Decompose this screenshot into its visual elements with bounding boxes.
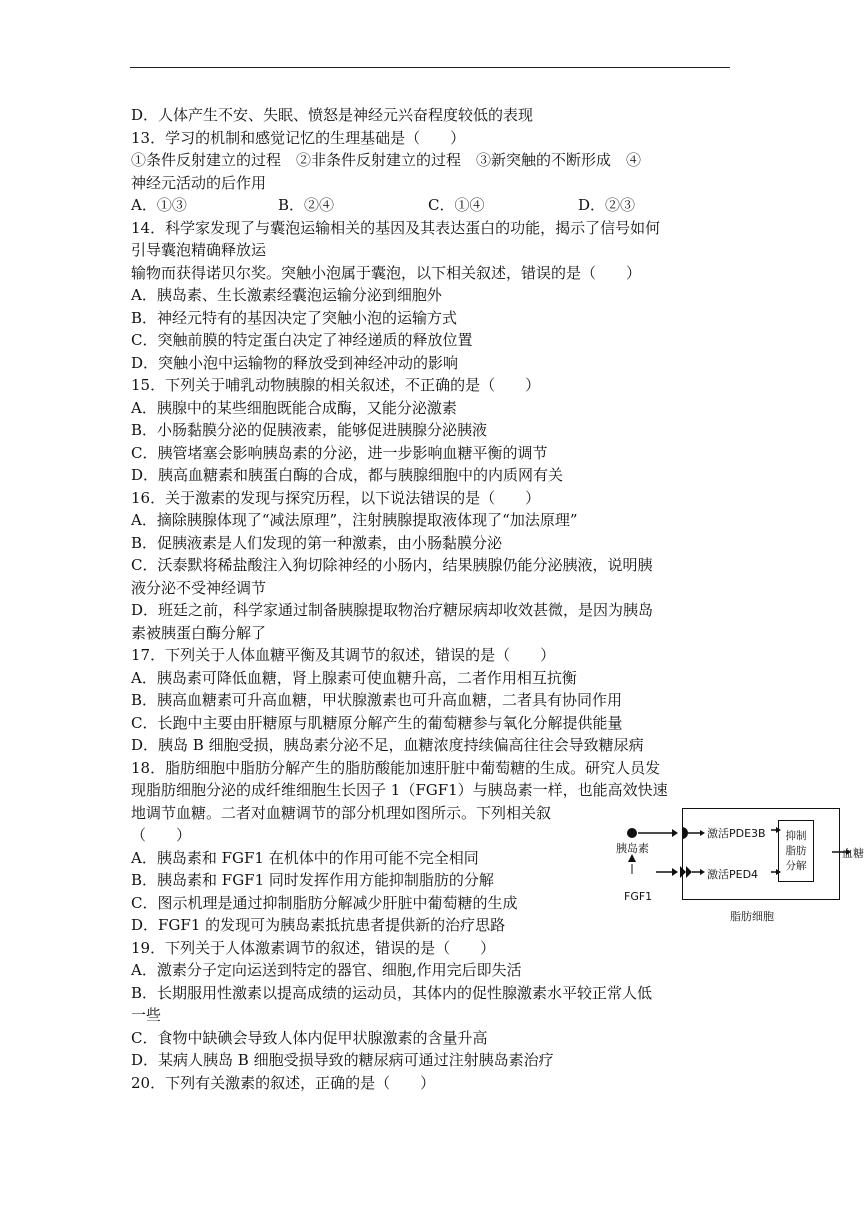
text-line: B．神经元特有的基因决定了突触小泡的运输方式 [131,308,458,327]
insulin-dot [627,828,637,838]
text-line: C．胰管堵塞会影响胰岛素的分泌，进一步影响血糖平衡的调节 [131,443,548,462]
text-line: C．食物中缺碘会导致人体内促甲状腺激素的含量升高 [131,1028,488,1047]
text-line: A．胰岛素和 FGF1 在机体中的作用可能不完全相同 [131,848,479,867]
text-line: A．胰岛素、生长激素经囊泡运输分泌到细胞外 [131,286,442,304]
text-line: D．胰岛 B 细胞受损，胰岛素分泌不足，血糖浓度持续偏高往往会导致糖尿病 [131,736,644,754]
text-line: B．胰岛素和 FGF1 同时发挥作用方能抑制脂肪的分解 [131,871,494,889]
text-line: B．小肠黏膜分泌的促胰液素，能够促进胰腺分泌胰液 [131,421,488,439]
adipocyte-box [682,808,840,900]
insulin-label: 胰岛素 [616,842,649,855]
option-a: A．①③ [131,196,187,214]
text-line: C．图示机理是通过抑制脂肪分解减少肝脏中葡萄糖的生成 [131,893,518,912]
option-c: C．①④ [428,196,485,214]
question-20: 20．下列有关激素的叙述，正确的是（ ） [131,1073,436,1092]
text-line: B．胰高血糖素可升高血糖，甲状腺激素也可升高血糖，二者具有协同作用 [131,691,623,709]
text-line: 液分泌不受神经调节 [131,578,267,597]
inhibit-lipolysis-box: 抑制脂肪分解 [778,820,814,882]
adipocyte-label: 脂肪细胞 [730,910,774,923]
text-line: D．胰高血糖素和胰蛋白酶的合成，都与胰腺细胞中的内质网有关 [131,466,564,484]
text-line: D．班廷之前，科学家通过制备胰腺提取物治疗糖尿病却收效甚微，是因为胰岛 [131,601,654,619]
option-b: B．②④ [278,196,335,214]
question-17: 17．下列关于人体血糖平衡及其调节的叙述，错误的是（ ） [131,646,556,664]
answer-blank: （ ） [131,826,192,844]
text-line: A．摘除胰腺体现了“减法原理”，注射胰腺提取液体现了“加法原理” [131,511,578,529]
text-line: 现脂肪细胞分泌的成纤维细胞生长因子 1（FGF1）与胰岛素一样，也能高效快速 [131,781,668,799]
text-line: C．沃泰默将稀盐酸注入狗切除神经的小肠内，结果胰腺仍能分泌胰液，说明胰 [131,556,653,574]
text-line: D．FGF1 的发现可为胰岛素抵抗患者提供新的治疗思路 [131,916,506,934]
text-line: ①条件反射建立的过程 ②非条件反射建立的过程 ③新突触的不断形成 ④ [131,151,642,169]
question-19: 19．下列关于人体激素调节的叙述，错误的是（ ） [131,938,496,957]
text-line: A．激素分子定向运送到特定的器官、细胞,作用完后即失活 [131,961,522,979]
exam-page [131,104,733,1094]
text-line: 引导囊泡精确释放运 [131,241,267,259]
question-14: 14．科学家发现了与囊泡运输相关的基因及其表达蛋白的功能，揭示了信号如何 [131,218,661,237]
question-18: 18．脂肪细胞中脂肪分解产生的脂肪酸能加速肝脏中葡萄糖的生成。研究人员发 [131,758,661,777]
option-d: D．②③ [578,196,636,214]
activate-pde3b-label: 激活PDE3B [707,827,766,840]
text-line: C．突触前膜的特定蛋白决定了神经递质的释放位置 [131,331,473,349]
blood-sugar-label: 血糖 [842,847,864,860]
text-line: B．长期服用性激素以提高成绩的运动员，其体内的促性腺激素水平较正常人低 [131,983,653,1002]
text-line: 神经元活动的后作用 [131,173,267,192]
arrowhead [672,829,678,837]
question-13: 13．学习的机制和感觉记忆的生理基础是（ ） [131,128,466,147]
fgf1-label: FGF1 [624,890,653,903]
text-line: D．人体产生不安、失眠、愤怒是神经元兴奋程度较低的表现 [131,106,534,124]
text-line: C．长跑中主要由肝糖原与肌糖原分解产生的葡萄糖参与氧化分解提供能量 [131,713,623,732]
text-line: D．突触小泡中运输物的释放受到神经冲动的影响 [131,353,459,372]
text-line: D．某病人胰岛 B 细胞受损导致的糖尿病可通过注射胰岛素治疗 [131,1051,554,1069]
text-line: B．促胰液素是人们发现的第一种激素，由小肠黏膜分泌 [131,533,503,552]
activate-ped4-label: 激活PED4 [707,868,759,881]
text-line: A．胰腺中的某些细胞既能合成酶，又能分泌激素 [131,398,457,417]
mechanism-diagram [616,800,864,940]
header-rule [130,67,730,68]
question-16: 16．关于激素的发现与探究历程，以下说法错误的是（ ） [131,488,541,507]
text-line: 输物而获得诺贝尔奖。突触小泡属于囊泡，以下相关叙述，错误的是（ ） [131,263,642,282]
question-15: 15．下列关于哺乳动物胰腺的相关叙述，不正确的是（ ） [131,376,541,394]
text-line: 素被胰蛋白酶分解了 [131,623,267,642]
text-line: 地调节血糖。二者对血糖调节的部分机理如图所示。下列相关叙 [131,803,552,822]
text-line: A．胰岛素可降低血糖，肾上腺素可使血糖升高，二者作用相互抗衡 [131,668,577,687]
text-line: 一些 [131,1006,162,1024]
q13-options [131,194,733,217]
